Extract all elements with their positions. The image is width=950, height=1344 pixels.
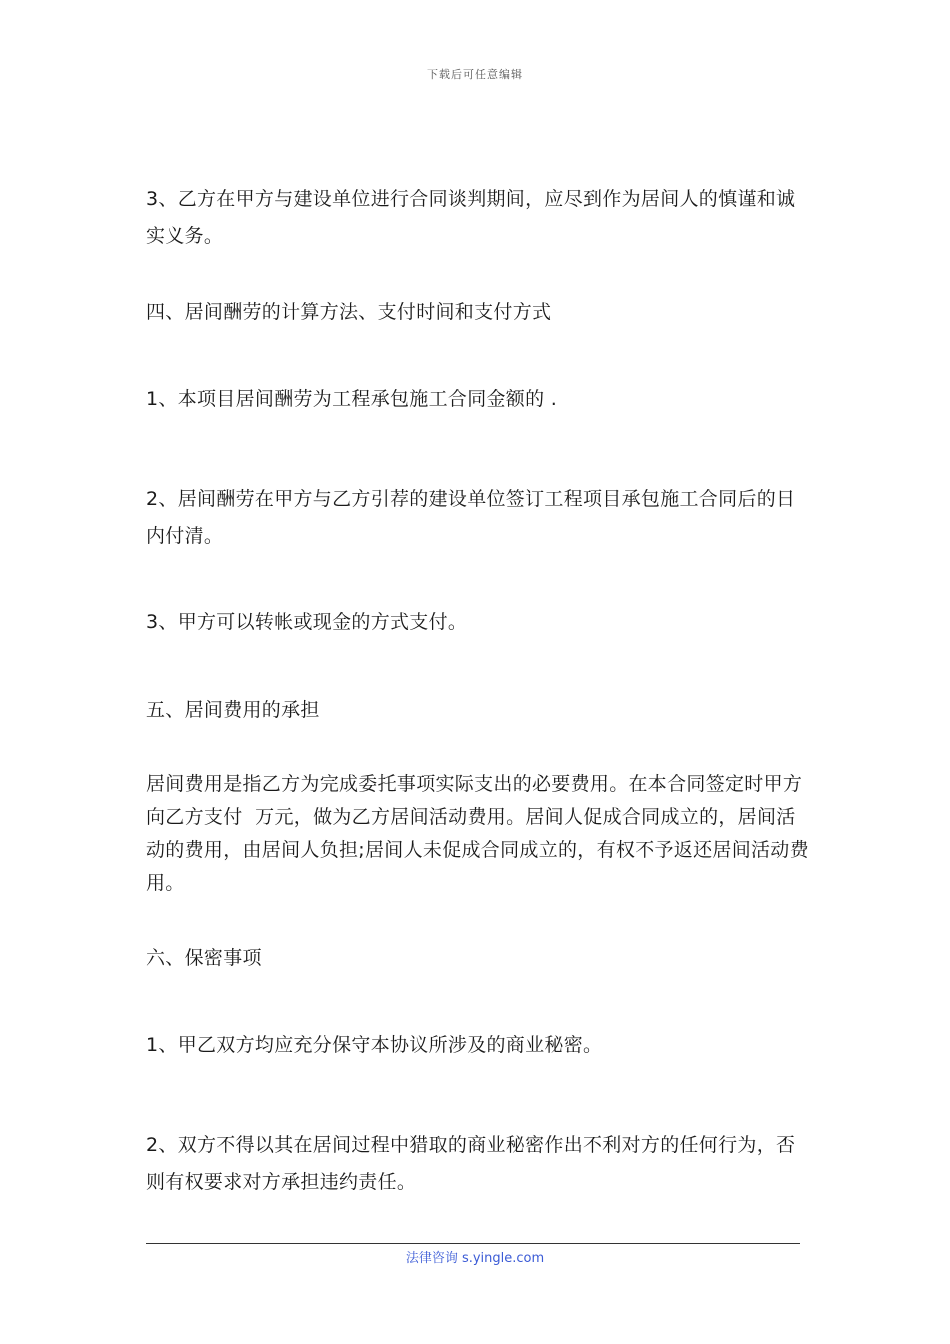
section-6-heading: 六、保密事项 bbox=[146, 947, 262, 969]
page-footer-link[interactable]: 法律咨询 s.yingle.com bbox=[405, 1251, 545, 1266]
clause-1-confidentiality: 1、甲乙双方均应充分保守本协议所涉及的商业秘密。 bbox=[146, 1034, 603, 1056]
footer-divider bbox=[146, 1243, 800, 1244]
section-4-heading: 四、居间酬劳的计算方法、支付时间和支付方式 bbox=[146, 301, 552, 323]
page-header: 下载后可任意编辑 bbox=[427, 68, 523, 81]
section-5-heading: 五、居间费用的承担 bbox=[146, 699, 320, 721]
clause-1-commission: 1、本项目居间酬劳为工程承包施工合同金额的 . bbox=[146, 388, 558, 410]
clause-2-payment-time: 2、居间酬劳在甲方与乙方引荐的建设单位签订工程项目承包施工合同后的日内付清。 bbox=[146, 488, 796, 547]
clause-3-payment-method: 3、甲方可以转帐或现金的方式支付。 bbox=[146, 611, 468, 633]
clause-2-confidentiality: 2、双方不得以其在居间过程中猎取的商业秘密作出不利对方的任何行为，否则有权要求对方承担违约责任。 bbox=[146, 1134, 796, 1193]
intermediary-expenses-paragraph: 居间费用是指乙方为完成委托事项实际支出的必要费用。在本合同签定时甲方向乙方支付 万元，做为乙方居间活动费用。居间人促成合同成立的，居间活动的费用，由居间人负担;居间人未促成合同成立的，有权不予返还居间活动费用。 bbox=[146, 773, 809, 894]
clause-3-diligence: 3、乙方在甲方与建设单位进行合同谈判期间，应尽到作为居间人的慎谨和诚实义务。 bbox=[146, 188, 796, 247]
